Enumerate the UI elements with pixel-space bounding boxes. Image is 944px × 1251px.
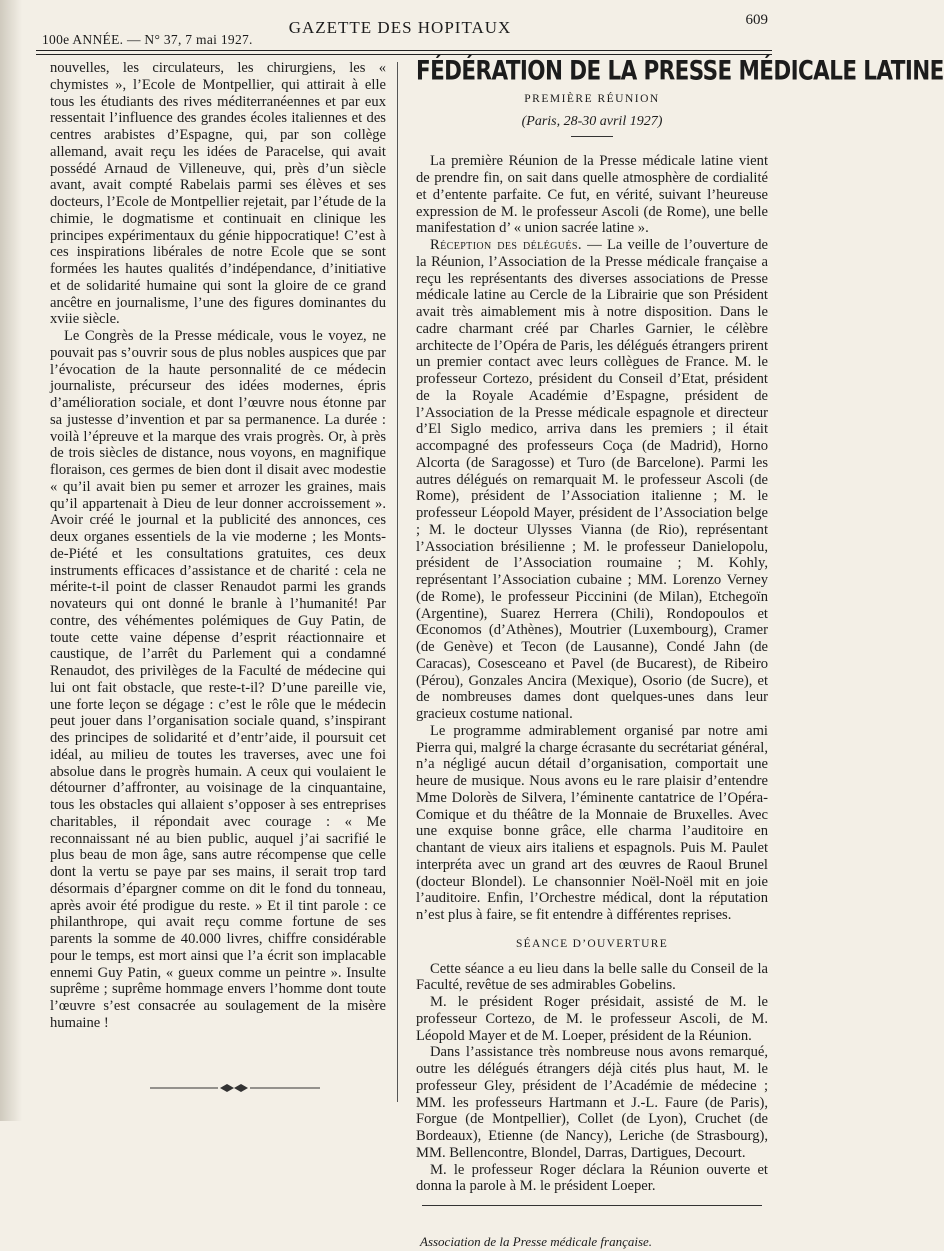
running-head (28, 12, 772, 52)
seance-paragraph: M. le professeur Roger déclara la Réunion ouverte et donna la parole à M. le président Loeper. (416, 1161, 768, 1195)
end-ornament (150, 1082, 320, 1094)
issue-info: 100e ANNÉE. — N° 37, 7 mai 1927. (42, 32, 253, 47)
reception-text: — La veille de l’ouverture de la Réunion, l’Association de la Presse médicale française a reçu les représentants des diverses associations de Presse médicale latine au Cercle de la Librairie que son Président avait très aimablement mis à notre disposition. Dans le cadre charmant créé par Charles Garnier, le célèbre architecte de l’Opéra de Paris, les délégués étrangers prirent un premier contact avec leurs collègues de France. M. le professeur Cortezo, président du Conseil d’Etat, président de la Royale Académie d’Espagne, président de l’Association de la Presse médicale espagnole et directeur d’El Siglo medico, arriva dans les premiers ; il était accompagné des professeurs Coça (de Madrid), Horno Alcorta (de Saragosse) et Turo (de Barcelone). Parmi les autres délégués on remarquait M. le professeur Ascoli (de Rome), président de l’Association italienne ; M. le professeur Léopold Mayer, président de l’Association belge ; M. le docteur Ulysses Vianna (de Rio), représentant l’Association brésilienne ; M. le professeur Danielopolu, président de l’Association roumaine ; M. Kohly, représentant l’Association cubaine ; MM. Lorenzo Verney (de Rome), le professeur Piccinini (de Milan), Etchegoïn (Argentine), Suarez Herrera (Chili), Rondopoulos et Œconomos (d’Athènes), Moutrier (Luxembourg), Cramer (de Genève) et Tecon (de Lausanne), Condé Jahn (de Caracas), Cosesceano et Pavel (de Bucarest), de Ribeiro (Pérou), Gonzales Ancira (Mexique), Osorio (de Sucre), et de nombreuses dames dont quelques-unes dans leur gracieux costume national. (416, 237, 768, 722)
paragraph: nouvelles, les circulateurs, les chirurgiens, les « chymistes », l’Ecole de Montpellier, qui attirait à elle tous les étudiants des rives méditerranéennes et par eux ressentait l’influence des grandes écoles italiennes et des centres arabistes d’Espagne, qui, par son collège allemand, avait reçu les idées de Paracelse, qui avait possédé Arnaud de Villeneuve, qui, près d’un siècle avant, avait compté Rabelais parmi ses élèves et ses docteurs, l’Ecole de Montpellier rejetait, par l’étude de la chimie, le dogmatisme et continuait en clinique les principes expérimentaux du génie hippocratique! C’est à ces inspirations libérales de notre Ecole que se sont formées les hautes qualités d’indépendance, d’initiative et de solidarité humaine qui sont la gloire de ce grand ancêtre en journalisme, l’une des figures dominantes du xviie siècle. (50, 60, 386, 328)
article-subtitle: PREMIÈRE RÉUNION (524, 92, 660, 105)
programme-paragraph: Le programme admirablement organisé par notre ami Pierra qui, malgré la charge écrasante du secrétariat général, n’a négligé aucun détail d’organisation, comportait une heure de musique. Nous avons eu le rare plaisir d’entendre Mme Dolorès de Silvera, l’éminente cantatrice de l’Opéra-Comique et du théâtre de la Monnaie de Bruxelles. Avec une exquise bonne grâce, elle charma l’auditoire en chantant de vieux airs italiens et espagnols. Puis M. Paulet interpréta avec un grand art des œuvres de Raoul Brunel (docteur Blondel). Le chansonnier Noël-Noël mit en joie l’auditoire. Enfin, l’Orchestre médical, dont la réputation n’est plus à faire, se fit entendre à différentes reprises. (416, 722, 768, 923)
section-title: SÉANCE D’OUVERTURE (515, 937, 669, 950)
intro-paragraph: La première Réunion de la Presse médicale latine vient de prendre fin, on sait dans quelle atmosphère de cordialité et d’entente parfaite. Ce fut, en vérité, suivant l’heureuse expression de M. le professeur Ascoli (de Rome), une belle manifestation d’ « union sacrée latine ». (416, 153, 768, 237)
closing-rule (422, 1205, 762, 1206)
header-rule (36, 50, 772, 51)
seance-paragraph: Dans l’assistance très nombreuse nous avons remarqué, outre les délégués étrangers déjà cités plus haut, M. le professeur Gley, président de l’Académie de médecine ; MM. les professeurs Hartmann et J.-L. Faure (de Paris), Forgue (de Montpellier), Collet (de Lyon), Cruchet (de Bordeaux), Etienne (de Nancy), Leriche (de Strasbourg), MM. Bellencontre, Blondel, Darras, Dartigues, Decourt. (416, 1044, 768, 1161)
journal-title: GAZETTE DES HOPITAUX (288, 18, 512, 37)
short-rule (571, 136, 613, 137)
binding-shadow (0, 0, 22, 1121)
seance-paragraph: Cette séance a eu lieu dans la belle salle du Conseil de la Faculté, revêtue de ses admirables Gobelins. (416, 960, 768, 994)
reception-paragraph (416, 237, 768, 723)
place-date: (Paris, 28-30 avril 1927) (521, 113, 663, 129)
reception-lead: Réception des délégués. (430, 237, 582, 253)
signature: Association de la Presse médicale française. (420, 1234, 653, 1249)
seance-paragraph: M. le président Roger présidait, assisté de M. le professeur Cortezo, de M. le professeur Ascoli, de M. Léopold Mayer et de M. Loeper, président de la Réunion. (416, 994, 768, 1044)
right-column (416, 55, 944, 1251)
paragraph: Le Congrès de la Presse médicale, vous le voyez, ne pouvait pas s’ouvrir sous de plus nobles auspices que par l’évocation de la haute personnalité de ce médecin journaliste, précurseur des idées modernes, épris d’amélioration sociale, et dont l’œuvre nous étonne par sa justesse d’invention et par sa permanence. La durée : voilà l’épreuve et la marque des vrais progrès. Or, à près de trois siècles de distance, nous voyons, en magnifique floraison, ces germes de bien dont il disait avec modestie « qu’il avait bien pu semer et arrozer les graines, mais qu’il appartenait à Dieu de leur donner accroissement ». Avoir créé le journal et la publicité des annonces, ces deux organes essentiels de la vie moderne ; les Monts-de-Piété et les consultations gratuites, ces deux instruments efficaces d’assistance et de charité : cela ne mérite-t-il point de classer Renaudot parmi les grands novateurs qui ont donné le branle à l’humanité! Par contre, des véhémentes polémiques de Guy Patin, de toute cette vaine dépense d’esprit réactionnaire et caustique, de l’arrêt du Parlement qui a condamné Renaudot, des privilèges de la Faculté de médecine qui lui ont fait obstacle, que reste-t-il? D’une pareille vie, une forte leçon se dégage : c’est le rôle que le médecin peut jouer dans l’organisation sociale quand, s’inspirant des principes de solidarité et d’entr’aide, il poursuit cet idéal, au milieu de toutes les traverses, avec une foi absolue dans le progrès humain. A ceux qui voulaient le détourner d’affronter, au voisinage de la cinquantaine, tous les obstacles qui allaient s’opposer à ses entreprises charitables, il répondait avec courage : « Me reconnaissant né au bien public, auquel j’ai sacrifié le plus beau de mon âge, sans autre récompense que celle dont la vertu se paye par ses mains, il serait trop tard désormais d’épargner comme on dit le fond du tonneau, après avoir été prodigue du reste. » Et il tint parole : ce philanthrope, qui avait reçu comme fortune de ses parents la somme de 40.000 livres, chiffre considérable pour le temps, est mort ainsi que l’a écrit son implacable ennemi Guy Patin, « gueux comme un peintre ». Insulte suprême ; suprême hommage envers l’homme dont toute l’œuvre s’est consacrée au soulagement de la misère humaine ! (50, 328, 386, 1031)
article-masthead: FÉDÉRATION DE LA PRESSE MÉDICALE LATINE (416, 55, 944, 87)
column-divider (397, 62, 398, 1102)
left-column (50, 60, 386, 1032)
page-number: 609 (745, 12, 768, 28)
